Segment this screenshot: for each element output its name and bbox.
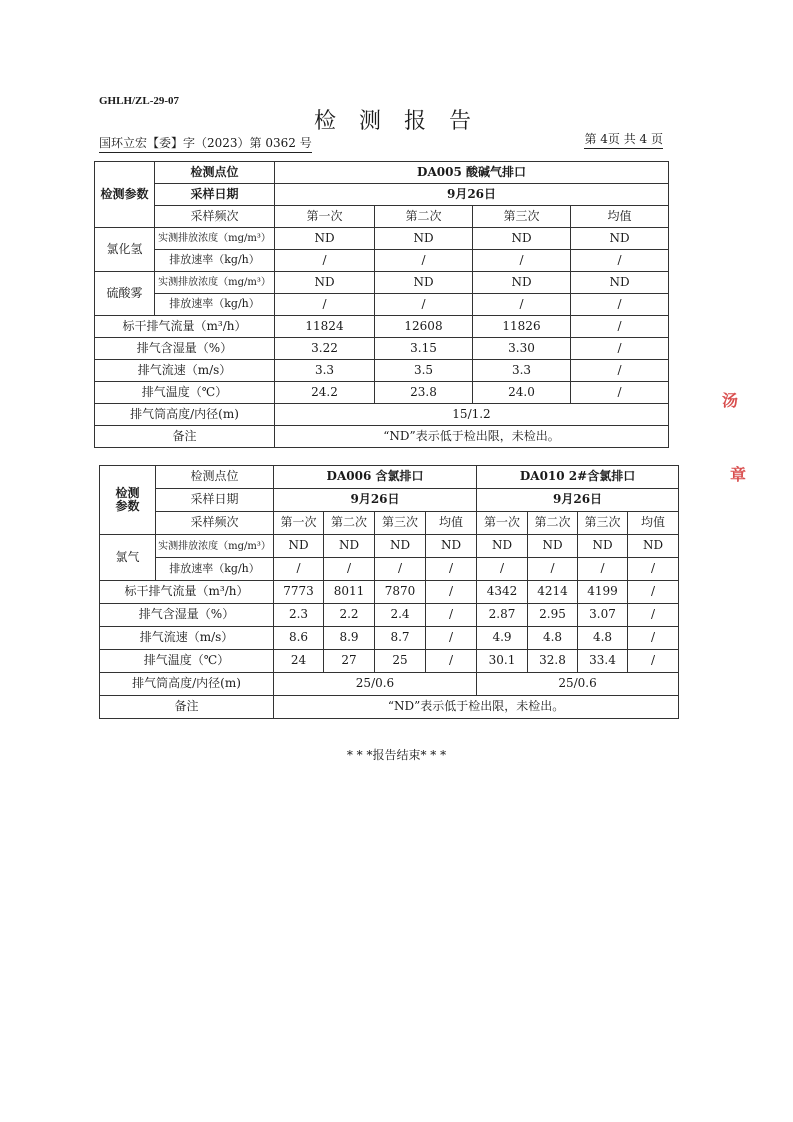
freq-header: 第二次 [528, 512, 578, 535]
cell-value: 8011 [324, 581, 375, 604]
cell-value: / [628, 627, 679, 650]
cell-value: / [628, 604, 679, 627]
stack-label: 排气筒高度/内径(m) [95, 404, 275, 426]
seal-stamp-fragment: 章 [730, 465, 747, 484]
table-row [100, 627, 679, 650]
row-label: 排气含湿量（%） [95, 338, 275, 360]
param-group-label-line: 检测 [115, 485, 140, 500]
stack-value: 15/1.2 [275, 404, 669, 426]
cell-value: 24 [274, 650, 324, 673]
cell-value: 3.30 [473, 338, 571, 360]
remark-label: 备注 [95, 426, 275, 448]
cell-value: / [473, 294, 571, 316]
report-end-marker: * * *报告结束* * * [346, 748, 447, 762]
cell-value: ND [473, 272, 571, 294]
cell-value: ND [473, 228, 571, 250]
table-row [95, 404, 669, 426]
results-table-da005 [94, 161, 669, 448]
table-row [100, 696, 679, 719]
cell-value: 7870 [375, 581, 426, 604]
freq-header: 第一次 [477, 512, 528, 535]
cell-value: 24.0 [473, 382, 571, 404]
table-row [95, 360, 669, 382]
cell-value: ND [426, 535, 477, 558]
freq-header: 第三次 [473, 206, 571, 228]
cell-value: 11826 [473, 316, 571, 338]
row-label: 排气流速（m/s） [100, 627, 274, 650]
table-row [95, 206, 669, 228]
row-label: 排放速率（kg/h） [156, 558, 274, 581]
cell-value: / [571, 338, 669, 360]
cell-value: ND [275, 228, 375, 250]
cell-value: ND [528, 535, 578, 558]
table-row [95, 382, 669, 404]
pollutant-name: 硫酸雾 [95, 272, 155, 316]
point-value-a: DA006 含氯排口 [274, 466, 477, 489]
pollutant-name: 氯气 [100, 535, 156, 581]
remark-value: “ND”表示低于检出限，未检出。 [275, 426, 669, 448]
param-group-label [100, 466, 156, 535]
row-label: 排气流速（m/s） [95, 360, 275, 382]
date-value-b: 9月26日 [477, 489, 679, 512]
seal-stamp-fragment: 汤 [722, 391, 739, 410]
cell-value: / [477, 558, 528, 581]
cell-value: 32.8 [528, 650, 578, 673]
cell-value: / [375, 250, 473, 272]
cell-value: 30.1 [477, 650, 528, 673]
table-row [100, 489, 679, 512]
cell-value: / [274, 558, 324, 581]
cell-value: / [628, 650, 679, 673]
table-row [95, 316, 669, 338]
cell-value: 4.8 [578, 627, 628, 650]
cell-value: / [375, 294, 473, 316]
cell-value: 4.9 [477, 627, 528, 650]
cell-value: 4.8 [528, 627, 578, 650]
table-row [95, 162, 669, 184]
cell-value: 4342 [477, 581, 528, 604]
param-group-label: 检测参数 [95, 162, 155, 228]
table-row [95, 294, 669, 316]
cell-value: / [528, 558, 578, 581]
results-table-da006-da010 [99, 465, 679, 719]
cell-value: 2.87 [477, 604, 528, 627]
table-row [95, 250, 669, 272]
cell-value: 25 [375, 650, 426, 673]
row-label: 实测排放浓度（mg/m³） [156, 535, 274, 558]
pollutant-name: 氯化氢 [95, 228, 155, 272]
point-value-b: DA010 2#含氯排口 [477, 466, 679, 489]
date-value: 9月26日 [275, 184, 669, 206]
cell-value: / [571, 382, 669, 404]
cell-value: ND [275, 272, 375, 294]
table-row [100, 535, 679, 558]
stack-value-a: 25/0.6 [274, 673, 477, 696]
cell-value: ND [375, 535, 426, 558]
table-row [100, 673, 679, 696]
cell-value: ND [571, 272, 669, 294]
table-row [100, 650, 679, 673]
cell-value: 8.6 [274, 627, 324, 650]
cell-value: / [426, 558, 477, 581]
document-code: GHLH/ZL-29-07 [99, 95, 180, 107]
cell-value: / [426, 604, 477, 627]
cell-value: 2.95 [528, 604, 578, 627]
cell-value: 2.4 [375, 604, 426, 627]
row-label: 排气温度（℃） [95, 382, 275, 404]
table-row [95, 426, 669, 448]
table-row [95, 184, 669, 206]
table-row [95, 272, 669, 294]
cell-value: 8.7 [375, 627, 426, 650]
cell-value: ND [578, 535, 628, 558]
cell-value: 33.4 [578, 650, 628, 673]
freq-header: 均值 [426, 512, 477, 535]
cell-value: 4199 [578, 581, 628, 604]
stack-value-b: 25/0.6 [477, 673, 679, 696]
freq-label: 采样频次 [155, 206, 275, 228]
row-label: 排放速率（kg/h） [155, 294, 275, 316]
cell-value: ND [375, 272, 473, 294]
cell-value: / [426, 650, 477, 673]
table-row [100, 581, 679, 604]
cell-value: / [324, 558, 375, 581]
document-title: 检 测 报 告 [314, 109, 479, 134]
cell-value: / [571, 360, 669, 382]
row-label: 排放速率（kg/h） [155, 250, 275, 272]
cell-value: 27 [324, 650, 375, 673]
cell-value: 24.2 [275, 382, 375, 404]
table-row [100, 604, 679, 627]
table-row [100, 466, 679, 489]
table-row [100, 558, 679, 581]
freq-header: 第三次 [578, 512, 628, 535]
table-row [95, 338, 669, 360]
table-row [100, 512, 679, 535]
freq-label: 采样频次 [156, 512, 274, 535]
remark-value: “ND”表示低于检出限，未检出。 [274, 696, 679, 719]
cell-value: / [628, 581, 679, 604]
row-label: 实测排放浓度（mg/m³） [155, 228, 275, 250]
cell-value: ND [274, 535, 324, 558]
row-label: 标干排气流量（m³/h） [100, 581, 274, 604]
cell-value: / [426, 581, 477, 604]
freq-header: 第一次 [274, 512, 324, 535]
point-label: 检测点位 [155, 162, 275, 184]
cell-value: ND [571, 228, 669, 250]
cell-value: 23.8 [375, 382, 473, 404]
date-value-a: 9月26日 [274, 489, 477, 512]
cell-value: / [426, 627, 477, 650]
cell-value: ND [375, 228, 473, 250]
stack-label: 排气筒高度/内径(m) [100, 673, 274, 696]
date-label: 采样日期 [156, 489, 274, 512]
cell-value: / [571, 250, 669, 272]
cell-value: ND [477, 535, 528, 558]
cell-value: 8.9 [324, 627, 375, 650]
report-reference-number: 国环立宏【委】字（2023）第 0362 号 [99, 134, 312, 153]
point-label: 检测点位 [156, 466, 274, 489]
freq-header: 均值 [571, 206, 669, 228]
cell-value: 3.15 [375, 338, 473, 360]
param-group-label-line: 参数 [115, 499, 140, 513]
cell-value: / [628, 558, 679, 581]
cell-value: 3.22 [275, 338, 375, 360]
point-value: DA005 酸碱气排口 [275, 162, 669, 184]
freq-header: 第二次 [324, 512, 375, 535]
table-row [95, 228, 669, 250]
cell-value: / [275, 250, 375, 272]
freq-header: 均值 [628, 512, 679, 535]
cell-value: ND [628, 535, 679, 558]
cell-value: 3.07 [578, 604, 628, 627]
cell-value: / [275, 294, 375, 316]
cell-value: / [571, 316, 669, 338]
cell-value: / [375, 558, 426, 581]
freq-header: 第三次 [375, 512, 426, 535]
row-label: 排气温度（℃） [100, 650, 274, 673]
row-label: 标干排气流量（m³/h） [95, 316, 275, 338]
page-number: 第 4页 共 4 页 [584, 130, 663, 149]
freq-header: 第一次 [275, 206, 375, 228]
cell-value: / [578, 558, 628, 581]
cell-value: ND [324, 535, 375, 558]
cell-value: / [473, 250, 571, 272]
cell-value: 2.2 [324, 604, 375, 627]
cell-value: 12608 [375, 316, 473, 338]
cell-value: / [571, 294, 669, 316]
row-label: 排气含湿量（%） [100, 604, 274, 627]
cell-value: 2.3 [274, 604, 324, 627]
cell-value: 3.5 [375, 360, 473, 382]
cell-value: 11824 [275, 316, 375, 338]
row-label: 实测排放浓度（mg/m³） [155, 272, 275, 294]
cell-value: 3.3 [473, 360, 571, 382]
cell-value: 4214 [528, 581, 578, 604]
cell-value: 7773 [274, 581, 324, 604]
date-label: 采样日期 [155, 184, 275, 206]
remark-label: 备注 [100, 696, 274, 719]
freq-header: 第二次 [375, 206, 473, 228]
cell-value: 3.3 [275, 360, 375, 382]
